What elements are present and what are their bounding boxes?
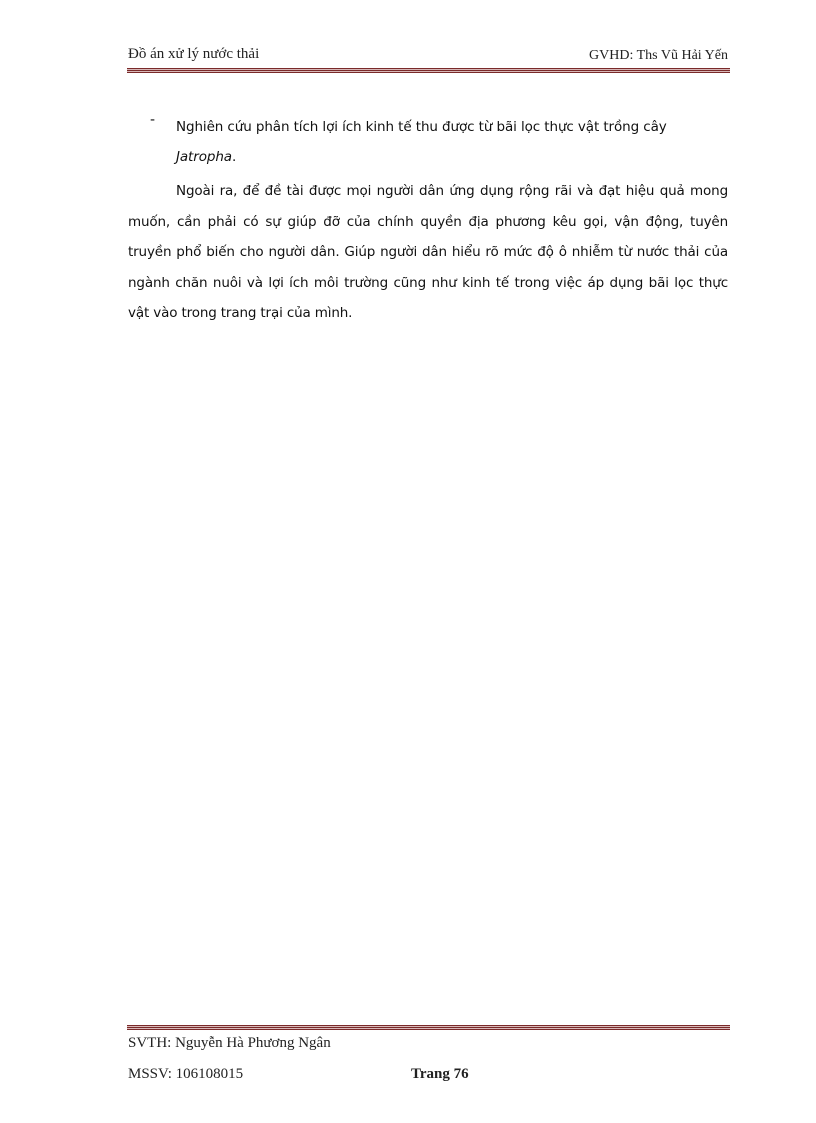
bullet-item-text: Nghiên cứu phân tích lợi ích kinh tế thu được từ bãi lọc thực vật trồng cây bbox=[176, 119, 667, 135]
bullet-marker: - bbox=[150, 112, 156, 128]
footer-student-id: MSSV: 106108015 bbox=[128, 1066, 244, 1082]
bullet-item bbox=[176, 112, 728, 172]
bullet-item-italic: Jatropha bbox=[176, 149, 232, 165]
bullet-item-end: . bbox=[231, 149, 237, 165]
header-supervisor: GVHD: Ths Vũ Hải Yến bbox=[589, 48, 728, 63]
footer-student-name: SVTH: Nguyễn Hà Phương Ngân bbox=[128, 1035, 331, 1051]
body-paragraph: Ngoài ra, để đề tài được mọi người dân ứng dụng rộng rãi và đạt hiệu quả mong muốn, cần phải có sự giúp đỡ của chính quyền địa phương kêu gọi, vận động, tuyên truyền phổ biến cho người dân. Giúp người dân hiểu rõ mức độ ô nhiễm từ nước thải của ngành chăn nuôi và lợi ích môi trường cũng như kinh tế trong việc áp dụng bãi lọc thực vật vào trong trang trại của mình. bbox=[128, 183, 728, 321]
page-number: Trang 76 bbox=[411, 1066, 469, 1082]
header-title: Đồ án xử lý nước thải bbox=[128, 46, 260, 62]
footer-divider bbox=[127, 1025, 730, 1030]
header-divider bbox=[127, 68, 730, 73]
